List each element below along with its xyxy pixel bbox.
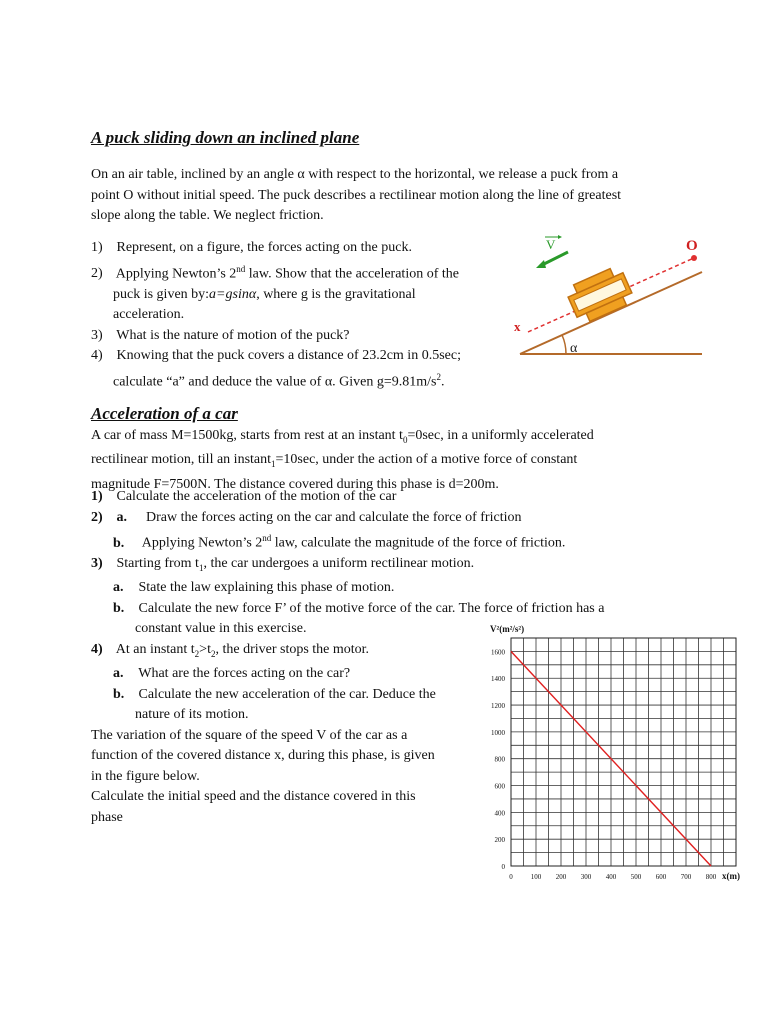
closing-line: Calculate the initial speed and the distance covered in this: [91, 789, 416, 805]
question-number: 4): [91, 641, 103, 657]
question-text: Represent, on a figure, the forces acting on the puck.: [116, 240, 412, 255]
sub-label: a.: [113, 666, 124, 682]
subscript: 1: [198, 562, 204, 573]
question-2: [91, 259, 461, 285]
question-text: What is the nature of motion of the puck?: [116, 327, 350, 343]
question-3: [91, 326, 461, 347]
question-text: Applying Newton’s 2: [141, 535, 263, 551]
question-text: Draw the forces acting on the car and calculate the force of friction: [146, 509, 522, 525]
intro-line: [91, 450, 594, 474]
question-2-line3: acceleration.: [113, 307, 185, 323]
question-1: [91, 238, 461, 259]
exercise2-title: Acceleration of a car: [91, 404, 238, 423]
sub-label: b.: [113, 600, 125, 616]
question-1: [91, 487, 604, 508]
x-tick-label: 500: [630, 873, 642, 881]
sub-label: a.: [113, 580, 124, 596]
question-text: >t: [199, 641, 211, 657]
intro-line: [91, 426, 594, 450]
velocity-vector-tip: [558, 235, 562, 239]
intro-line: point O without initial speed. The puck describes a rectilinear motion along the line of greatest: [91, 187, 622, 203]
question-text: law. Show that the acceleration of the: [245, 266, 459, 282]
question-text: , the car undergoes a uniform rectilinear motion.: [203, 556, 475, 572]
question-text: Calculate the new force F’ of the motive force of the car. The force of friction has a: [138, 600, 605, 616]
question-text: .: [441, 374, 445, 390]
x-tick-label: 200: [555, 873, 567, 881]
y-tick-label: 1600: [491, 648, 505, 657]
subscript: 2: [210, 648, 216, 659]
text: =0sec, in a uniformly accelerated: [407, 428, 594, 443]
question-text: What are the forces acting on the car?: [138, 666, 351, 682]
v-squared-chart: [478, 620, 750, 890]
closing-line: function of the covered distance x, during this phase, is given: [91, 748, 435, 764]
velocity-arrow-head: [536, 260, 546, 268]
question-text: law, calculate the magnitude of the force of friction.: [271, 535, 566, 551]
superscript: nd: [236, 263, 246, 274]
question-text: Calculate the acceleration of the motion of the car: [116, 489, 397, 504]
question-4b-line2: nature of its motion.: [135, 707, 249, 723]
intro-line: On an air table, inclined by an angle α with respect to the horizontal, we release a puck from a: [91, 167, 619, 182]
inclined-plane-figure: [508, 232, 708, 362]
question-4: [91, 346, 461, 367]
y-tick-label: 600: [494, 782, 505, 791]
question-2-line2: [91, 285, 461, 306]
superscript: 2: [436, 371, 441, 382]
question-text: , where g is the gravitational: [256, 286, 416, 302]
sub-label: b.: [113, 686, 125, 702]
y-tick-label: 1000: [491, 728, 505, 737]
question-number: 1): [91, 240, 103, 255]
question-number: 4): [91, 348, 103, 364]
y-tick-label: 0: [501, 863, 505, 871]
y-tick-label: 800: [494, 755, 505, 764]
question-text: puck is given by:: [113, 286, 210, 302]
text: =10sec, under the action of a motive force of constant: [275, 452, 578, 468]
question-3b-line2: constant value in this exercise.: [135, 621, 307, 637]
question-2b: [91, 528, 604, 554]
text: rectilinear motion, till an instant: [91, 452, 272, 468]
y-tick-label: 1200: [491, 702, 505, 711]
intro-line: slope along the table. We neglect friction.: [91, 208, 324, 223]
question-text: Calculate the new acceleration of the car. Deduce the: [138, 686, 436, 702]
question-text: Applying Newton’s 2: [115, 266, 237, 282]
puck: [564, 265, 635, 326]
text: A car of mass M=1500kg, starts from rest at an instant t: [91, 428, 403, 443]
x-axis-label: x(m): [722, 871, 740, 881]
question-text: calculate “a” and deduce the value of α. Given g=9.81m/s: [113, 374, 437, 390]
question-4-line2: [91, 367, 461, 393]
closing-line: phase: [91, 809, 123, 825]
question-text: At an instant t: [115, 641, 195, 657]
intro-line: magnitude F=7500N. The distance covered during this phase is d=200m.: [91, 476, 499, 492]
question-text: , the driver stops the motor.: [215, 641, 370, 657]
angle-label: α: [570, 341, 578, 356]
x-tick-label: 0: [509, 873, 513, 881]
exercise1-questions: [91, 238, 461, 393]
chart-marks: [491, 648, 717, 881]
question-3a: [91, 578, 604, 599]
question-number: 2): [91, 266, 103, 282]
sub-label: a.: [116, 509, 127, 525]
x-tick-label: 700: [680, 873, 692, 881]
x-tick-label: 100: [530, 873, 542, 881]
angle-arc: [562, 335, 566, 354]
sub-label: b.: [113, 535, 125, 551]
question-number: 3): [91, 327, 103, 343]
x-tick-label: 400: [605, 873, 617, 881]
question-text: State the law explaining this phase of motion.: [138, 580, 395, 596]
chart-grid: [511, 638, 736, 866]
exercise2-intro: [91, 426, 594, 495]
question-2a: [91, 508, 604, 529]
formula: a=gsinα: [209, 286, 257, 302]
axis-x-label: x: [514, 319, 521, 334]
point-o: [691, 255, 697, 261]
superscript: nd: [262, 533, 272, 543]
closing-line: The variation of the square of the speed V of the car as a: [91, 727, 408, 743]
question-3b: [91, 599, 604, 620]
x-tick-label: 300: [580, 873, 592, 881]
y-tick-label: 200: [494, 836, 505, 845]
exercise1-intro: [91, 165, 621, 227]
y-tick-label: 400: [494, 809, 505, 818]
x-tick-label: 800: [705, 873, 717, 881]
closing-line: in the figure below.: [91, 768, 200, 784]
subscript: 0: [402, 434, 408, 445]
question-text: Knowing that the puck covers a distance of 23.2cm in 0.5sec;: [116, 348, 461, 364]
question-3: [91, 554, 604, 578]
velocity-label: V: [546, 237, 556, 252]
point-o-label: O: [686, 238, 698, 254]
exercise1-title: A puck sliding down an inclined plane: [91, 128, 360, 147]
subscript: 1: [271, 459, 276, 470]
question-number: 2): [91, 509, 103, 525]
subscript: 2: [194, 648, 200, 659]
question-number: 1): [91, 489, 103, 504]
y-axis-label: V²(m²/s²): [490, 624, 525, 634]
y-tick-label: 1400: [491, 675, 505, 684]
question-text: Starting from t: [116, 556, 199, 572]
question-number: 3): [91, 556, 103, 572]
x-tick-label: 600: [655, 873, 667, 881]
